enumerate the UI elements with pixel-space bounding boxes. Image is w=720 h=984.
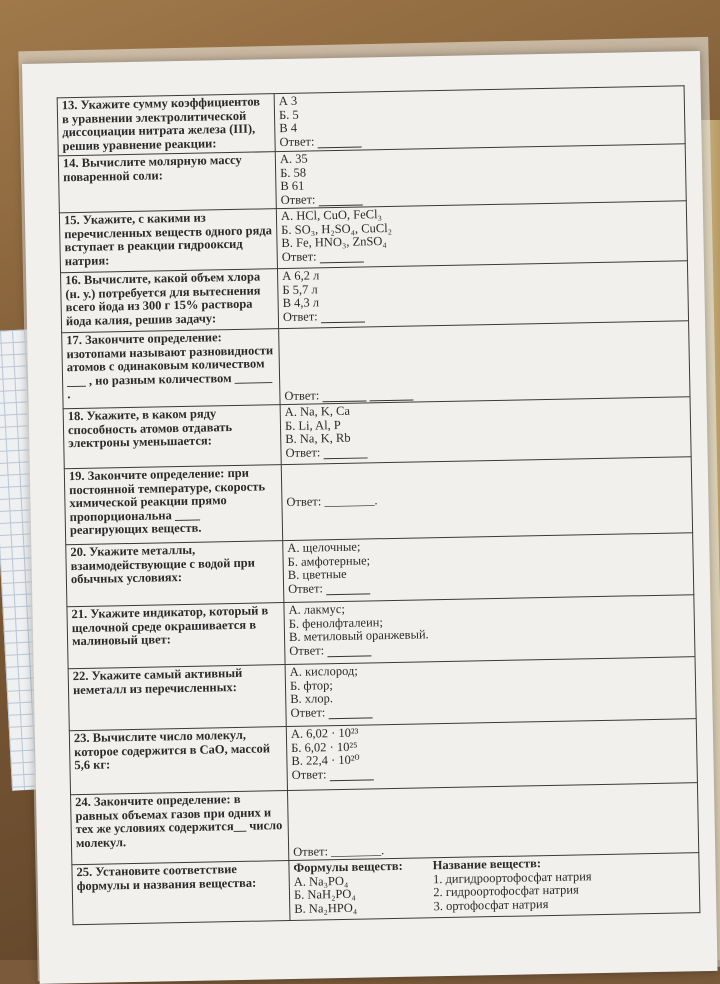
answer-label: Ответ:	[280, 191, 316, 207]
answer-cell	[285, 657, 696, 727]
answer-cell	[286, 719, 697, 791]
formulas-column	[293, 860, 403, 916]
answer-label: Ответ:	[284, 387, 320, 403]
answer-label: Ответ:	[291, 766, 327, 782]
answer-label: Ответ:	[279, 133, 315, 149]
option-a: А. кислород;	[289, 663, 358, 679]
option-a: А. 35	[279, 151, 308, 167]
answer-cell	[279, 321, 690, 405]
option-a: А. Na, K, Ca	[284, 403, 351, 420]
question-row-24	[71, 783, 699, 865]
question-text: 18. Укажите, в каком ряду способность атомов отдавать электроны уменьшается:	[63, 405, 281, 469]
answer-label: Ответ:	[287, 580, 324, 596]
option-a: А. лакмус;	[288, 601, 345, 617]
answer-blank[interactable]	[317, 137, 361, 149]
question-text: 25. Установите соответствие формулы и названия вещества:	[72, 861, 290, 925]
question-text: 19. Закончите определение: при постоянной температуре, скорость химической реакции прямо пропорциональна ____ реагирующих веществ.	[64, 465, 282, 545]
answer-blank[interactable]	[329, 769, 373, 781]
answer-blank[interactable]	[327, 645, 371, 657]
option-a: А. 6,02 · 10²³	[290, 725, 359, 741]
option-c: В. Fe, HNO₃, ZnSO₄	[281, 234, 387, 251]
option-b: Б. фенолфталеин;	[288, 614, 384, 631]
answer-cell	[283, 533, 694, 603]
option-a: А 6,2 л	[281, 268, 320, 284]
questions-table	[57, 85, 701, 925]
option-c: В. хлор.	[290, 691, 334, 706]
answer-cell	[287, 783, 698, 861]
option-b: Б. 5	[278, 107, 299, 122]
answer-cell	[281, 457, 692, 541]
answer-blank[interactable]	[323, 447, 367, 459]
option-b: Б. амфотерные;	[287, 552, 371, 569]
option-b: Б. 6,02 · 10²⁵	[291, 739, 358, 755]
question-text: 16. Вычислите, какой объем хлора (н. у.) потребуется для вытеснения всего йода из 300 г 15% раствора йода калия, решив задачу:	[61, 269, 279, 333]
option-a: А. HCl, CuO, FeCl₃	[280, 207, 382, 224]
option-b: Б. фтор;	[289, 677, 333, 693]
answer-line[interactable]: Ответ: ________.	[286, 493, 378, 509]
option-c: В 61	[280, 178, 305, 194]
answer-cell	[274, 86, 685, 152]
names-header: Название веществ:	[432, 856, 542, 873]
name-item: 1. дигидроортофосфат натрия	[432, 868, 592, 886]
option-b: Б. 58	[279, 165, 307, 180]
name-item: 3. ортофосфат натрия	[433, 896, 549, 913]
question-text: 17. Закончите определение: изотопами называют разновидности атомов с одинаковым количеством ___ , но разным количеством ______ .	[62, 329, 280, 409]
answer-cell	[280, 397, 691, 465]
question-text: 22. Укажите самый активный неметалл из перечисленных:	[68, 665, 286, 731]
answer-cell	[284, 595, 695, 665]
answer-blank-2[interactable]	[369, 390, 413, 402]
question-text: 21. Укажите индикатор, который в щелочной среде окрашивается в малиновый цвет:	[67, 603, 285, 669]
answer-line[interactable]: Ответ: ________.	[293, 842, 385, 859]
option-c: В 4,3 л	[282, 295, 320, 311]
option-c: В 4	[279, 120, 298, 136]
question-text: 24. Закончите определение: в равных объемах газов при одних и тех же условиях содержится__ число молекул.	[71, 791, 289, 865]
option-a: А 3	[278, 93, 298, 109]
question-row-17	[62, 321, 690, 409]
answer-label: Ответ:	[289, 642, 325, 658]
option-b: Б. Li, Al, P	[284, 417, 341, 433]
question-text: 14. Вычислите молярную массу поваренной соли:	[58, 152, 276, 213]
option-c: В. цветные	[287, 566, 347, 582]
option-c: В. 22,4 · 10²⁰	[291, 752, 360, 768]
names-column	[433, 856, 593, 913]
answer-blank[interactable]	[328, 707, 372, 719]
question-row-23	[69, 719, 697, 795]
test-sheet	[22, 51, 718, 984]
answer-blank[interactable]	[321, 311, 365, 323]
answer-label: Ответ:	[290, 704, 326, 720]
formula-item: В. Na₂HPO₄	[294, 900, 358, 916]
option-c: В. метиловый оранжевый.	[288, 627, 429, 644]
formulas-header: Формулы веществ:	[293, 858, 403, 875]
question-row-19	[64, 457, 692, 545]
question-text: 13. Укажите сумму коэффициентов в уравнении электролитической диссоциации нитрата железа (III), решив уравнение реакции:	[57, 94, 275, 156]
answer-blank[interactable]	[319, 251, 363, 263]
option-c: В. Na, K, Rb	[285, 430, 351, 447]
option-a: А. щелочные;	[287, 539, 361, 555]
name-item: 2. гидроортофосфат натрия	[433, 882, 579, 900]
question-text: 20. Укажите металлы, взаимодействующие с водой при обычных условиях:	[66, 541, 284, 607]
answer-blank[interactable]	[326, 583, 370, 595]
formula-item: Б. NaH₂PO₄	[293, 886, 356, 902]
matching-cell	[289, 853, 700, 921]
answer-label: Ответ:	[285, 444, 321, 460]
answer-label: Ответ:	[281, 248, 317, 264]
question-text: 23. Вычислите число молекул, которое содержится в СаО, массой 5,6 кг:	[69, 727, 287, 795]
option-b: Б 5,7 л	[282, 281, 318, 297]
answer-cell	[275, 144, 686, 209]
option-b: Б. SO₃, H₂SO₄, CuCl₂	[281, 220, 393, 237]
answer-cell	[276, 201, 687, 269]
formula-item: А. Na₃PO₄	[293, 873, 349, 889]
answer-blank[interactable]	[318, 194, 362, 206]
question-text: 15. Укажите, с какими из перечисленных веществ одного ряда вступает в реакции гидрооксид натрия:	[59, 209, 277, 273]
answer-label: Ответ:	[282, 308, 318, 324]
question-row-25	[72, 853, 700, 925]
answer-blank[interactable]	[322, 390, 366, 402]
answer-cell	[277, 261, 688, 329]
